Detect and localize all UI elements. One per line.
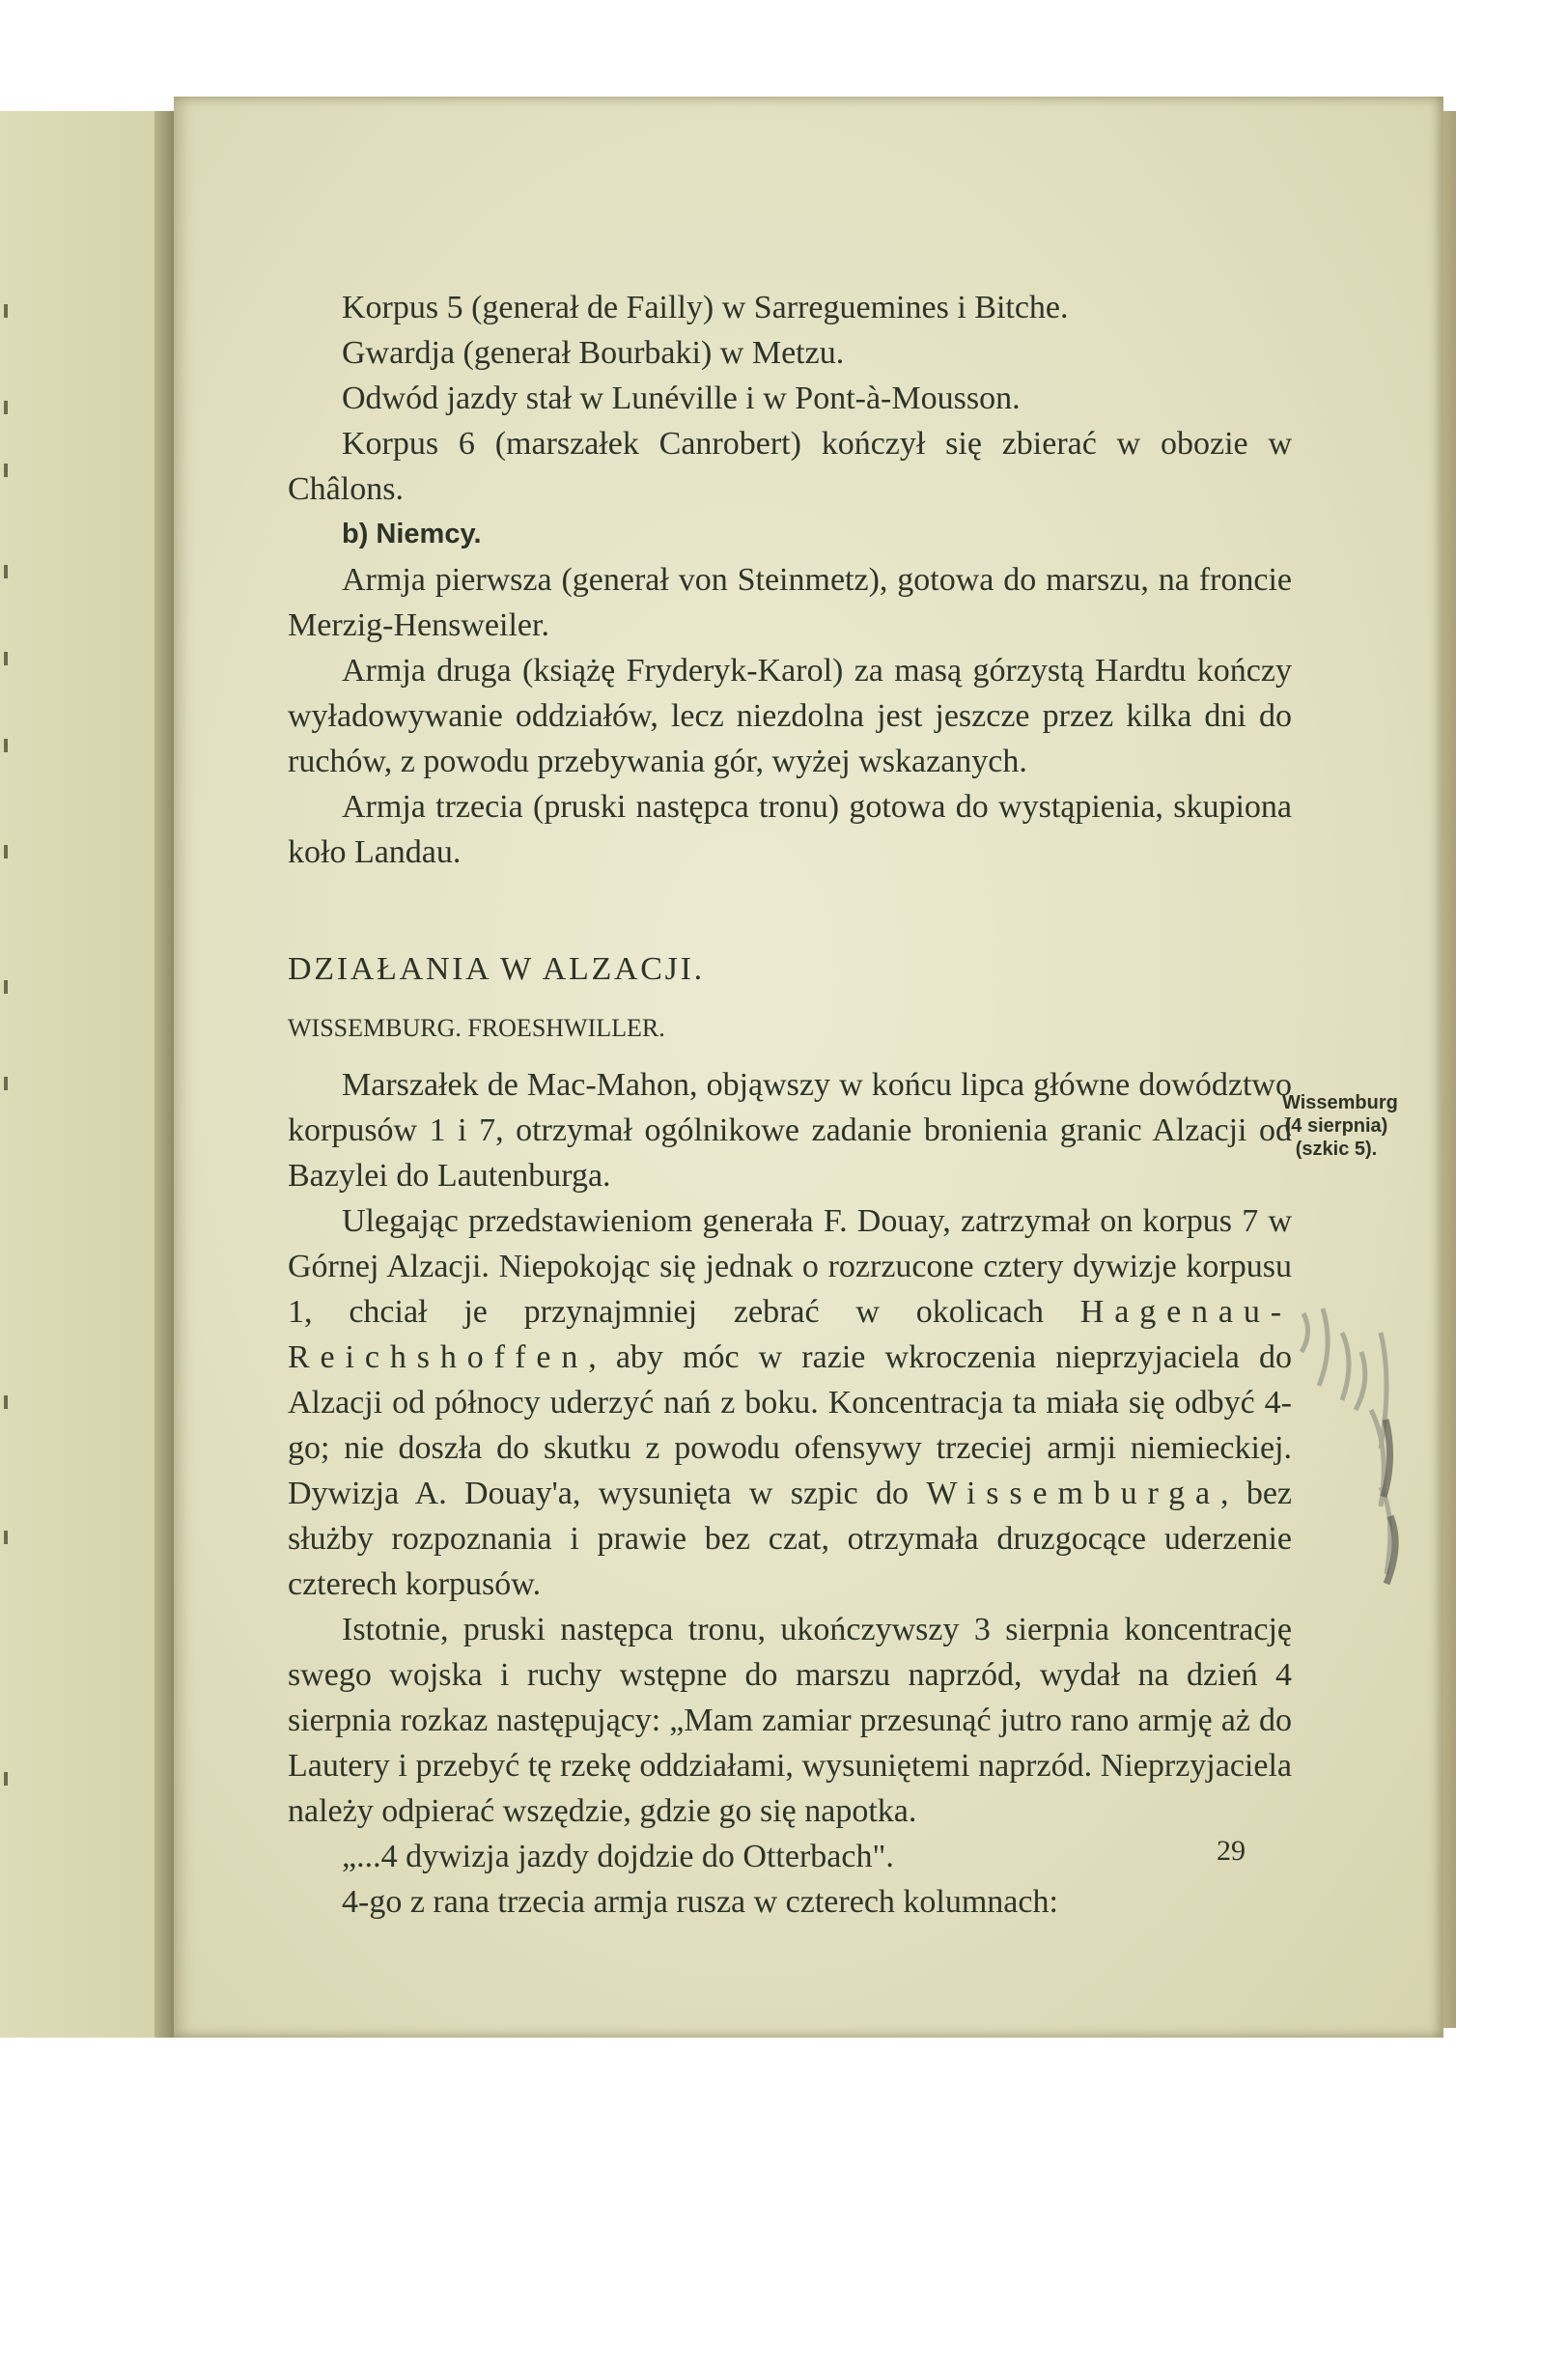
paragraph-douay xyxy=(288,1198,1292,1607)
section-title: DZIAŁANIA W ALZACJI. xyxy=(288,951,705,987)
paragraph-armja1: Armja pierwsza (generał von Steinmetz), gotowa do marszu, na froncie Merzig-Hensweiler. xyxy=(288,562,1292,643)
pencil-annotation xyxy=(1284,1294,1419,1613)
paragraph-armja2: Armja druga (książę Fryderyk-Karol) za masą górzystą Hardtu kończy wyładowywanie oddziałów, lecz niezdolna jest jeszcze przez kilka dni do ruchów, z powodu przebywania gór, wyżej wskazanych. xyxy=(288,653,1292,779)
book-page xyxy=(174,97,1443,2038)
place-hagenau: Hagenau-Reichshoffen xyxy=(288,1294,1292,1375)
left-page-text-edge xyxy=(0,111,19,2038)
paragraph-armja3: Armja trzecia (pruski następca tronu) gotowa do wystąpienia, skupiona koło Landau. xyxy=(288,789,1292,870)
paragraph-douay-part-c: , bez służby rozpoznania i prawie bez czat, otrzymała druzgocące uderzenie czterech korpusów. xyxy=(288,1476,1292,1602)
section-subtitle: WISSEMBURG. FROESHWILLER. xyxy=(288,1014,665,1042)
paragraph-nastepca: Istotnie, pruski następca tronu, ukończywszy 3 sierpnia koncentrację swego wojska i ruchy wstępne do marszu naprzód, wydał na dzień 4 sierpnia rozkaz następujący: „Mam zamiar przesunąć jutro rano armję aż do Lautery i przebyć tę rzekę oddziałami, wysuniętemi naprzód. Nieprzyjaciela należy odpierać wszędzie, gdzie go się napotka. xyxy=(288,1612,1292,1829)
margin-note: Wissemburg (4 sierpnia) (szkic 5). xyxy=(1282,1092,1398,1160)
page-number: 29 xyxy=(1217,1835,1246,1867)
page-text xyxy=(288,285,1292,1925)
paragraph-douay-part-b: , aby móc w razie wkroczenia nieprzyjaciela do Alzacji od północy uderzyć nań z boku. Koncentracja ta miała się odbyć 4-go; nie doszła do skutku z powodu ofensywy trzeciej armji niemieckiej. Dywizja A. Douay'a, wysunięta w szpic do xyxy=(288,1339,1292,1511)
line-odwod: Odwód jazdy stał w Lunéville i w Pont-à-Mousson. xyxy=(342,380,1021,416)
heading-niemcy: b) Niemcy. xyxy=(342,519,482,549)
line-korpus5: Korpus 5 (generał de Failly) w Sarreguemines i Bitche. xyxy=(342,290,1069,325)
paragraph-kolumny: 4-go z rana trzecia armja rusza w czterech kolumnach: xyxy=(342,1884,1058,1920)
left-page xyxy=(0,111,179,2038)
line-gwardja: Gwardja (generał Bourbaki) w Metzu. xyxy=(342,335,845,371)
paragraph-douay-part-a: Ulegając przedstawieniom generała F. Douay, zatrzymał on korpus 7 w Górnej Alzacji. Niepokojąc się jednak o rozrzucone cztery dywizje korpusu 1, chciał je przynajmniej zebrać w okolicach xyxy=(288,1203,1292,1330)
paragraph-korpus6: Korpus 6 (marszałek Canrobert) kończył się zbierać w obozie w Châlons. xyxy=(288,426,1292,507)
place-wissemburg: Wissemburga xyxy=(926,1476,1220,1511)
paragraph-macmahon: Marszałek de Mac-Mahon, objąwszy w końcu lipca główne dowództwo korpusów 1 i 7, otrzymał ogólnikowe zadanie bronienia granic Alzacji od Bazylei do Lautenburga. xyxy=(288,1067,1292,1194)
paragraph-otterbach: „...4 dywizja jazdy dojdzie do Otterbach". xyxy=(342,1839,894,1874)
